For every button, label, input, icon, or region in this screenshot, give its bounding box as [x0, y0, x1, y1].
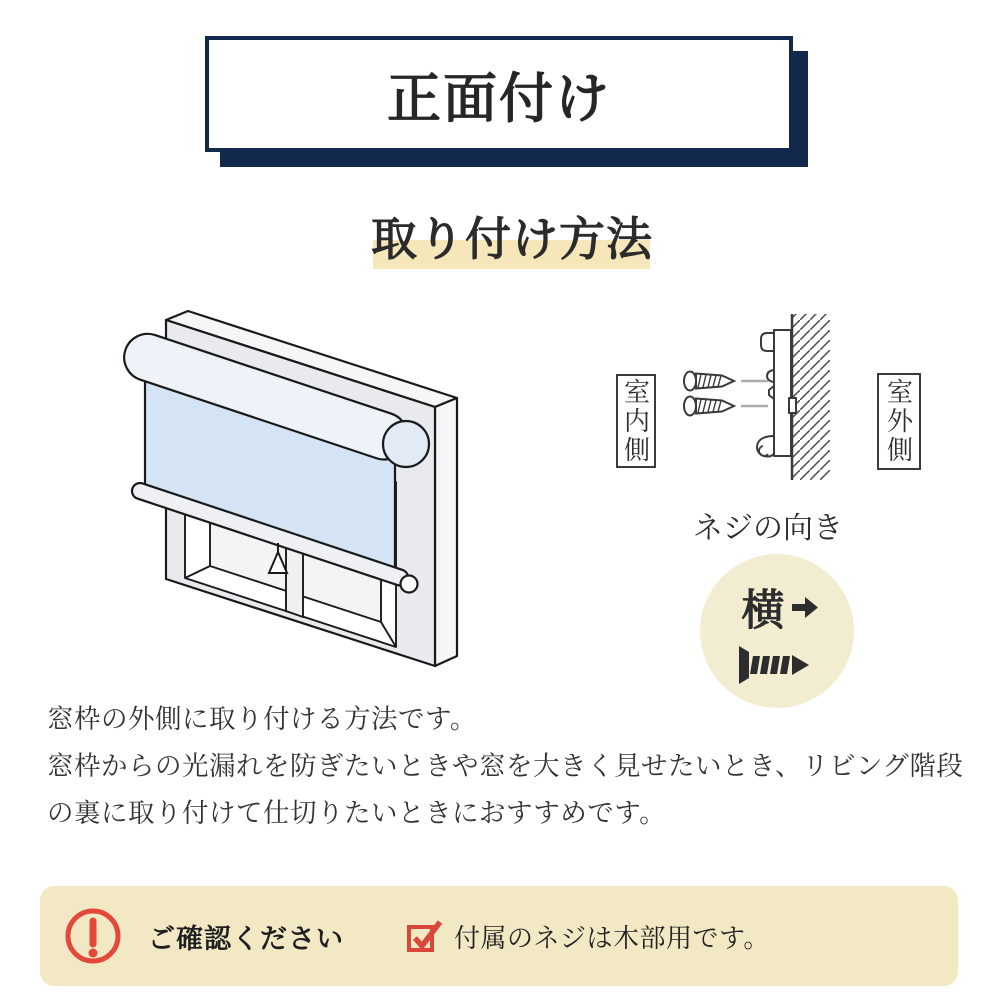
- description-text: [47, 696, 977, 837]
- orientation-label: 横: [741, 587, 785, 635]
- description-line-1: 窓枠の外側に取り付ける方法です。: [47, 704, 477, 734]
- checkbox-checked-icon: [406, 919, 444, 953]
- screw-horizontal-icon: [736, 645, 818, 685]
- right-arrow-icon: [792, 597, 819, 618]
- description-line-3: の裏に取り付けて仕切りたいときにおすすめです。: [47, 798, 667, 828]
- title-box: [205, 36, 793, 152]
- screw-direction-badge: [700, 554, 854, 708]
- screw-icon-1: [684, 372, 734, 391]
- screw-direction-title: ネジの向き: [693, 512, 843, 545]
- indoor-side-text: 室内側: [620, 377, 651, 465]
- notice-heading: ご確認ください: [148, 923, 344, 954]
- indoor-side-label: [616, 374, 656, 468]
- description-line-2: 窓枠からの光漏れを防ぎたいときや窓を大きく見せたいとき、リビング階段: [47, 751, 964, 781]
- outdoor-side-label: [877, 373, 921, 470]
- roller-blind-illustration: [118, 295, 478, 675]
- bracket-profile: [757, 330, 796, 457]
- outdoor-side-text: 室外側: [883, 378, 914, 465]
- wall-hatch: [792, 314, 830, 480]
- page-title: 正面付け: [387, 68, 611, 129]
- notice-item: 付属のネジは木部用です。: [454, 922, 770, 953]
- exclamation-icon: [64, 907, 122, 965]
- notice-banner: [40, 886, 958, 986]
- section-heading: 取り付け方法: [371, 213, 653, 265]
- guide-lines: [741, 381, 768, 406]
- screw-icon-2: [684, 397, 734, 416]
